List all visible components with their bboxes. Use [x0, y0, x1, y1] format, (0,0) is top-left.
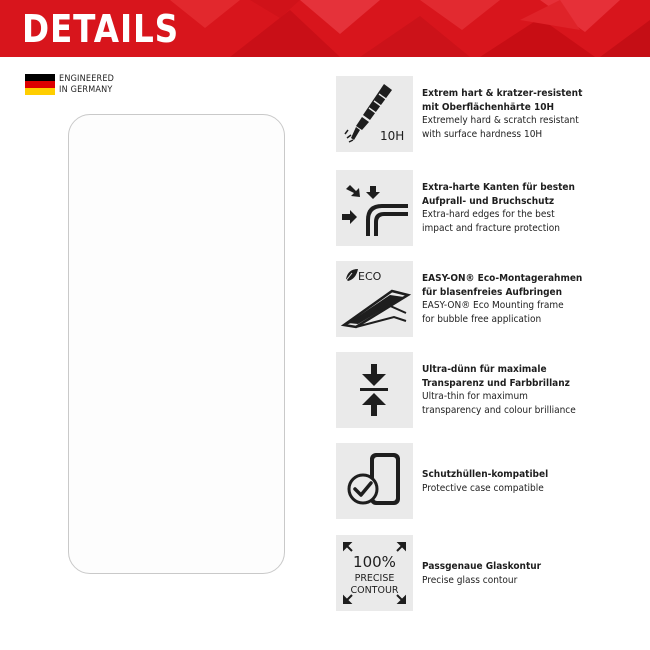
feature-title-de-2: mit Oberflächenhärte 10H — [422, 101, 555, 113]
feature-title-de-2: Aufprall- und Bruchschutz — [422, 195, 555, 207]
feature-title-en-2: with surface hardness 10H — [422, 128, 543, 140]
page-title: DETAILS — [22, 7, 180, 51]
svg-text:PRECISE: PRECISE — [354, 573, 395, 584]
feature-title-de-1: Passgenaue Glaskontur — [422, 561, 542, 572]
feature-title-en-1: EASY-ON® Eco Mounting frame — [422, 300, 564, 312]
feature-title-de-1: EASY-ON® Eco-Montagerahmen — [422, 273, 583, 284]
precise-contour-icon — [336, 535, 413, 611]
svg-text:100%: 100% — [353, 553, 396, 571]
feature-text — [422, 181, 636, 235]
feature-title-en-2: for bubble free application — [422, 313, 542, 325]
feature-title-en-1: Extremely hard & scratch resistant — [422, 115, 579, 127]
feature-case-compatible — [336, 443, 636, 519]
screen-protector-outline — [68, 114, 285, 574]
feature-title-en-1: Protective case compatible — [422, 482, 544, 494]
origin-label — [59, 74, 179, 96]
eco-mounting-frame-icon — [336, 261, 413, 337]
feature-title-en-2: impact and fracture protection — [422, 222, 560, 234]
feature-edges — [336, 170, 636, 246]
feature-title-de-1: Extra-harte Kanten für besten — [422, 182, 575, 193]
feature-title-de-1: Ultra-dünn für maximale — [422, 364, 547, 375]
feature-text — [422, 468, 636, 495]
feature-title-en-1: Precise glass contour — [422, 574, 518, 586]
feature-text — [422, 87, 636, 141]
feature-precise-contour — [336, 535, 636, 611]
feature-title-de-1: Schutzhüllen-kompatibel — [422, 469, 549, 480]
origin-line-2: IN GERMANY — [59, 85, 113, 95]
svg-text:CONTOUR: CONTOUR — [350, 585, 399, 596]
feature-title-de-1: Extrem hart & kratzer-resistent — [422, 88, 583, 99]
feature-text — [422, 272, 636, 326]
svg-text:ECO: ECO — [358, 270, 382, 283]
origin-line-1: ENGINEERED — [59, 74, 115, 84]
feature-title-en-1: Ultra-thin for maximum — [422, 391, 528, 403]
feature-text — [422, 363, 636, 417]
feature-title-de-2: Transparenz und Farbbrillanz — [422, 377, 570, 389]
feature-title-en-1: Extra-hard edges for the best — [422, 209, 555, 221]
ultra-thin-arrows-icon — [336, 352, 413, 428]
feature-hardness — [336, 76, 636, 152]
knife-scratch-10h-icon — [336, 76, 413, 152]
feature-ultra-thin — [336, 352, 636, 428]
svg-text:10H: 10H — [380, 129, 405, 143]
case-compatible-check-icon — [336, 443, 413, 519]
edge-impact-icon — [336, 170, 413, 246]
feature-eco-frame — [336, 261, 636, 337]
german-flag-icon — [25, 74, 55, 95]
feature-text — [422, 560, 636, 587]
header-banner — [0, 0, 650, 57]
feature-title-en-2: transparency and colour brilliance — [422, 404, 576, 416]
feature-title-de-2: für blasenfreies Aufbringen — [422, 286, 563, 298]
